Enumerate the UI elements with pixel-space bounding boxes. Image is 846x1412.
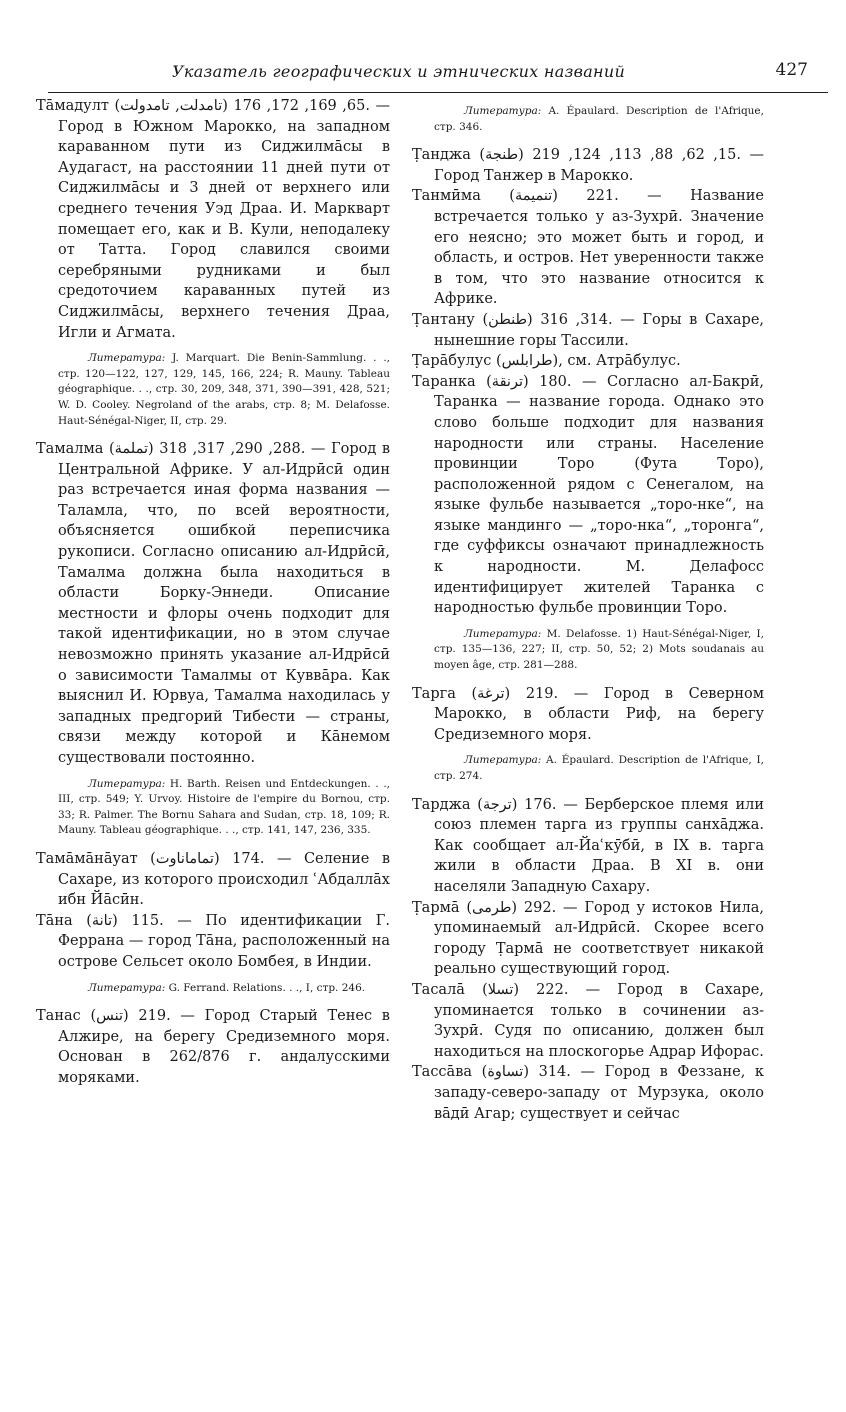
index-entry: Ṭармā (طرمى) 292. — Город у истоков Нила, упоминаемый ал-Идрӣсӣ. Скорее всего городу Ṭармā не соответствует никакой реально существующий город. bbox=[412, 899, 764, 978]
index-entry: Танмӣма (تنميمة) 221. — Название встречается только у аз-Зухрӣ. Значение его неясно; это может быть и город, и область, и остров. Нет уверенности также в том, что это название относится к Африке. bbox=[412, 188, 764, 308]
literature-note bbox=[36, 981, 390, 997]
index-entry: Ṭанджа (طنجة) 15, 62, 88, 113, 124, 219. — Город Танжер в Марокко. bbox=[412, 147, 764, 184]
literature-note bbox=[36, 351, 390, 429]
index-entry: Тамāмāнāуат (تماماناوت) 174. — Селение в Сахаре, из которого происходил ʿАбдаллāх ибн Йāсӣн. bbox=[36, 850, 391, 909]
literature-label: Литература: bbox=[88, 352, 166, 365]
index-entry: Ṭантану (طنطن) 314, 316. — Горы в Сахаре, нынешние горы Тассили. bbox=[412, 311, 765, 349]
index-entry: Тасалā (تسلا) 222. — Город в Сахаре, упоминается только в сочинении аз-Зухрӣ. Судя по описанию, должен был находиться на плоскогорье Адрар Ифорас. bbox=[412, 981, 764, 1060]
literature-text: G. Ferrand. Relations. . ., I, стр. 246. bbox=[165, 981, 366, 994]
literature-label: Литература: bbox=[464, 105, 542, 117]
literature-text: M. Delafosse. 1) Haut-Sénégal-Niger, I, стр. 135—136, 227; II, стр. 50, 52; 2) Mots soudanais au moyen âge, стр. 281—288. bbox=[434, 627, 764, 672]
index-entry: Ṭарāбулус (طرابلس), см. Атрāбулус. bbox=[412, 353, 681, 370]
literature-label: Литература: bbox=[464, 754, 542, 767]
right-column bbox=[412, 96, 764, 1124]
index-entry: Тамалма (تملمة) 288, 290, 317, 318. — Город в Центральной Африке. У ал-Идрӣсӣ один раз встречается иная форма названия — Таламла, что, по всей вероятности, объясняется ошибкой переписчика рукописи. Согласно описанию ал-Идрӣсӣ, Тамалма должна была находиться в области Борку-Эннеди. Описание местности и флоры очень подходит для такой идентификации, но в этом случае невозможно принять указание ал-Идрӣсӣ о зависимости Тамалмы от Куввāра. Как выяснил И. Юрвуа, Тамалма находилась у западных предгорий Тибести — страны, связи между которой и Кāнемом существовали постоянно. bbox=[36, 441, 391, 766]
index-entry: Тарга (ترغة) 219. — Город в Северном Марокко, в области Риф, на берегу Средиземного моря. bbox=[412, 685, 764, 743]
literature-text: H. Barth. Reisen und Entdeckungen. . ., III, стр. 549; Y. Urvoy. Histoire de l'empire du Bornou, стр. 33; R. Palmer. The Bornu Sahara and Sudan, стр. 18, 109; R. Mauny. Tableau géographique. . ., стр. 141, 147, 236, 335. bbox=[58, 777, 390, 837]
page-header bbox=[48, 52, 828, 93]
index-entry: Тарджа (ترجة) 176. — Берберское племя или союз племен тарга из группы санхāджа. Как сообщает ал-Йаʿкӯбӣ, в IX в. тарга жили в области Драа. В XI в. они населяли Западную Сахару. bbox=[412, 796, 764, 895]
literature-text: J. Marquart. Die Benin-Sammlung. . ., стр. 120—122, 127, 129, 145, 166, 224; R. Mauny. Tableau géographique. . ., стр. 30, 209, 348, 371, 390—391, 428, 521; W. D. Cooley. Negroland of the arabs, стр. 8; M. Delafosse. Haut-Sénégal-Niger, II, стр. 29. bbox=[58, 352, 390, 427]
left-column bbox=[36, 96, 390, 1089]
page-number: 427 bbox=[775, 60, 808, 80]
literature-label: Литература: bbox=[88, 777, 166, 790]
literature-text: A. Épaulard. Description de l'Afrique, I, стр. 274. bbox=[434, 754, 764, 782]
index-entry: Tāмадулт (تامدلت, تامدولت) 65, 169, 172, 176. — Город в Южном Марокко, на западном караванном пути из Сиджилмāсы в Аудагаст, на расстоянии 11 дней пути от Сиджилмāсы и 3 дней от верхнего или среднего течения Уэд Драа. И. Маркварт помещает его, как и В. Кули, неподалеку от Татта. Город славился своими серебряными рудниками и был средоточием караванных путей из Сиджилмāсы, верхнего течения Драа, Игли и Агмата. bbox=[36, 98, 391, 341]
index-entry: Таранка (ترنقة) 180. — Согласно ал-Бакрӣ, Таранка — название города. Однако это слово больше подходит для названия народности или страны. Население провинции Торо (Фута Торо), расположенной рядом с Сенегалом, на языке фульбе называется „торо-нке“, на языке мандинго — „торо-нка“, „торонга“, где суффиксы означают принадлежность к народности. М. Делафосс идентифицирует жителей Таранка с народностью фульбе провинции Торо. bbox=[412, 373, 764, 617]
running-title: Указатель географических и этнических названий bbox=[172, 62, 626, 81]
literature-label: Литература: bbox=[88, 981, 166, 994]
literature-label: Литература: bbox=[464, 627, 542, 640]
index-entry: Тāна (تانة) 115. — По идентификации Г. Феррана — город Тāна, расположенный на острове Сельсет около Бомбея, в Индии. bbox=[36, 912, 390, 970]
literature-text: A. Épaulard. Description de l'Afrique, стр. 346. bbox=[434, 105, 764, 133]
literature-note bbox=[412, 104, 764, 135]
index-entry: Танас (تنس) 219. — Город Старый Тенес в Алжире, на берегу Средиземного моря. Основан в 262/876 г. андалусскими моряками. bbox=[36, 1008, 390, 1086]
literature-note bbox=[36, 777, 390, 839]
literature-note bbox=[412, 753, 764, 784]
literature-note bbox=[412, 627, 764, 674]
index-entry: Тассāва (تساوة) 314. — Город в Феззане, к западу-северо-западу от Мурзука, около вāдӣ Агар; существует и сейчас bbox=[412, 1064, 764, 1122]
